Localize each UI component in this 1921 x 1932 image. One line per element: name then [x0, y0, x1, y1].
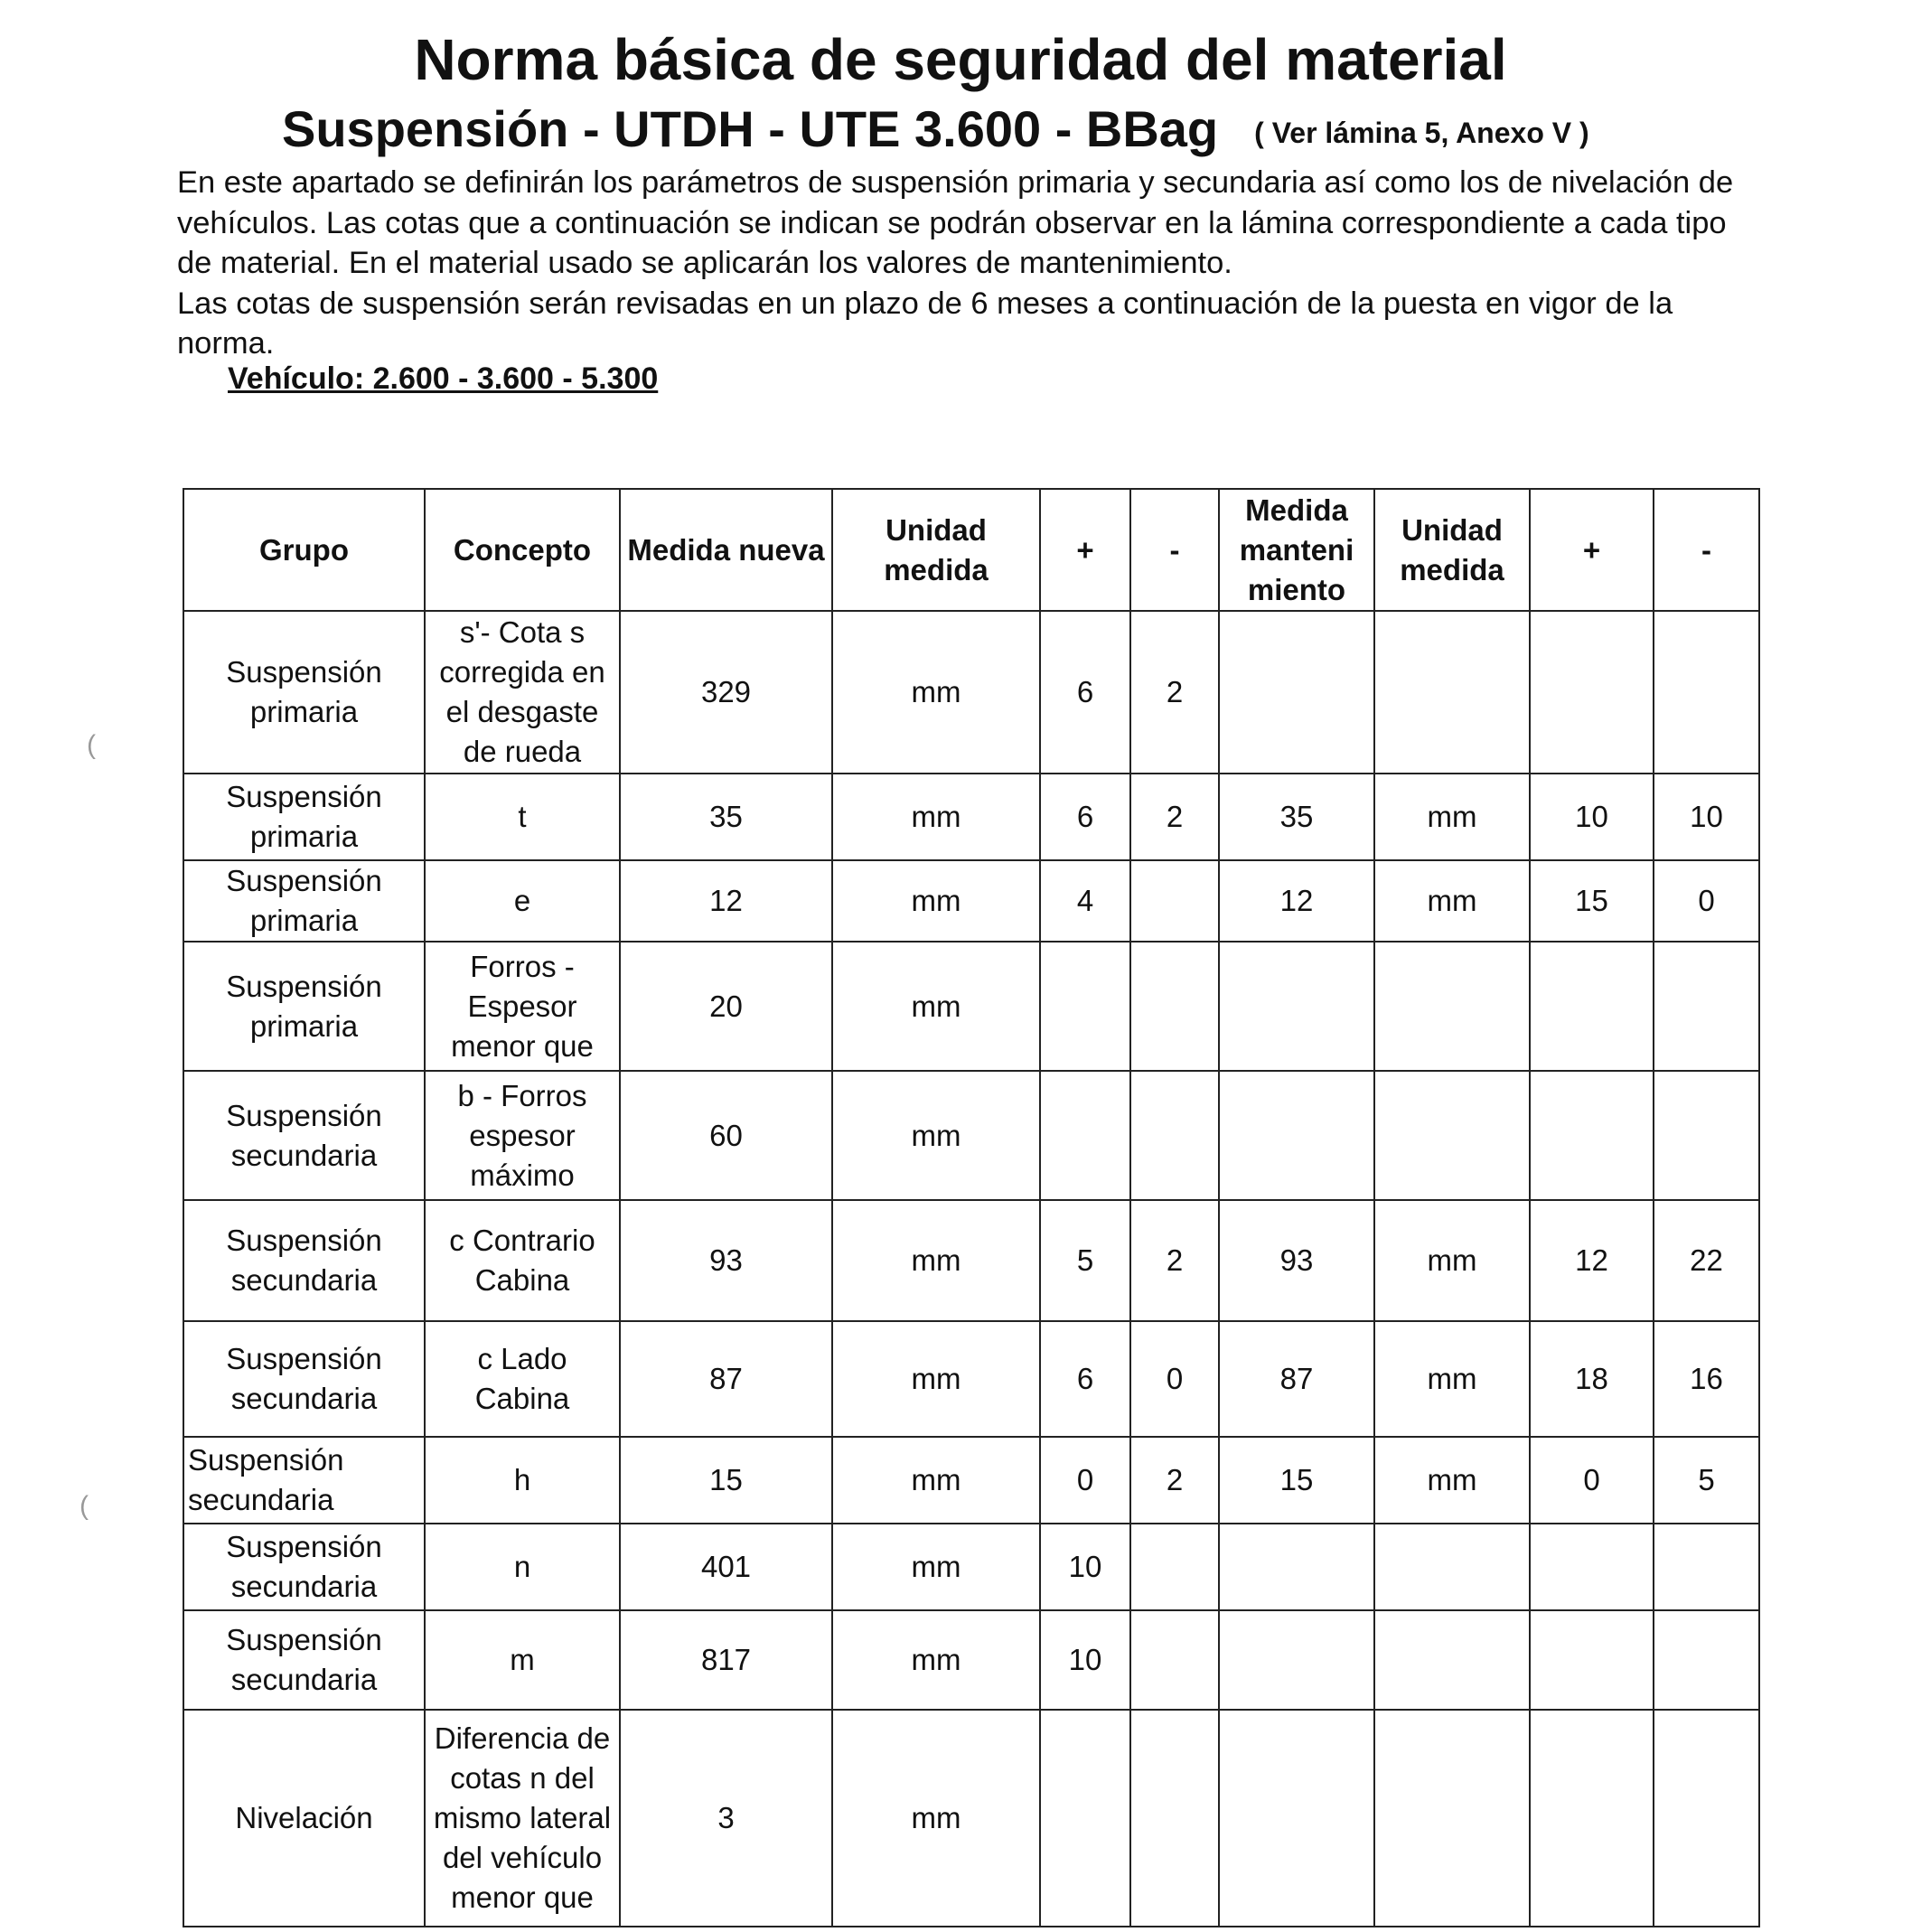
cell-medida-mant: 15	[1219, 1437, 1374, 1524]
cell-plus-mant	[1530, 1071, 1654, 1200]
document-title: Norma básica de seguridad del material	[414, 27, 1507, 92]
cell-unidad-mant	[1374, 1524, 1530, 1610]
cell-plus	[1040, 942, 1130, 1071]
header-medida-nueva: Medida nueva	[620, 489, 832, 611]
cell-grupo: Suspensión secundaria	[183, 1610, 425, 1710]
cell-grupo: Suspensión secundaria	[183, 1437, 425, 1524]
cell-minus: 2	[1130, 774, 1219, 860]
cell-concepto: s'- Cota s corregida en el desgaste de rueda	[425, 611, 620, 774]
cell-minus	[1130, 942, 1219, 1071]
cell-minus-mant: 10	[1654, 774, 1759, 860]
intro-paragraph-1: En este apartado se definirán los parámetros de suspensión primaria y secundaria así como los de nivelación de vehículos. Las cotas que a continuación se indican se podrán observar en la lámina correspondiente a cada tipo de material. En el material usado se aplicarán los valores de mantenimiento.	[177, 165, 1734, 280]
cell-grupo: Suspensión secundaria	[183, 1524, 425, 1610]
cell-plus: 5	[1040, 1200, 1130, 1321]
cell-medida-mant	[1219, 611, 1374, 774]
cell-concepto: Diferencia de cotas n del mismo lateral del vehículo menor que	[425, 1710, 620, 1927]
cell-medida-nueva: 3	[620, 1710, 832, 1927]
cell-unidad: mm	[832, 1437, 1040, 1524]
cell-plus: 6	[1040, 1321, 1130, 1437]
cell-unidad-mant: mm	[1374, 1437, 1530, 1524]
cell-medida-mant	[1219, 1524, 1374, 1610]
suspension-spec-table	[183, 488, 1760, 1927]
cell-minus-mant: 0	[1654, 860, 1759, 942]
cell-medida-nueva: 817	[620, 1610, 832, 1710]
cell-medida-nueva: 329	[620, 611, 832, 774]
cell-medida-nueva: 12	[620, 860, 832, 942]
table-row	[183, 1437, 1759, 1524]
cell-plus	[1040, 1710, 1130, 1927]
cell-grupo: Suspensión secundaria	[183, 1321, 425, 1437]
cell-minus-mant	[1654, 1610, 1759, 1710]
table-body	[183, 611, 1759, 1927]
cell-unidad: mm	[832, 1200, 1040, 1321]
header-minus-mant: -	[1654, 489, 1759, 611]
cell-medida-nueva: 93	[620, 1200, 832, 1321]
header-medida-mantenimiento: Medida manteni miento	[1219, 489, 1374, 611]
cell-minus-mant	[1654, 942, 1759, 1071]
cell-medida-mant	[1219, 1710, 1374, 1927]
cell-plus-mant	[1530, 1610, 1654, 1710]
header-unidad-medida: Unidad medida	[832, 489, 1040, 611]
cell-medida-mant: 35	[1219, 774, 1374, 860]
cell-concepto: c Lado Cabina	[425, 1321, 620, 1437]
table-row	[183, 1200, 1759, 1321]
cell-grupo: Suspensión secundaria	[183, 1200, 425, 1321]
header-concepto: Concepto	[425, 489, 620, 611]
cell-minus	[1130, 1610, 1219, 1710]
cell-unidad: mm	[832, 611, 1040, 774]
cell-unidad-mant: mm	[1374, 860, 1530, 942]
cell-minus-mant	[1654, 1710, 1759, 1927]
cell-concepto: e	[425, 860, 620, 942]
cell-unidad: mm	[832, 942, 1040, 1071]
table-header-row	[183, 489, 1759, 611]
cell-grupo: Suspensión primaria	[183, 611, 425, 774]
cell-minus-mant: 22	[1654, 1200, 1759, 1321]
table-row	[183, 1071, 1759, 1200]
cell-minus	[1130, 1524, 1219, 1610]
header-plus: +	[1040, 489, 1130, 611]
cell-minus: 2	[1130, 1437, 1219, 1524]
cell-medida-nueva: 401	[620, 1524, 832, 1610]
cell-concepto: h	[425, 1437, 620, 1524]
table-row	[183, 860, 1759, 942]
cell-medida-nueva: 60	[620, 1071, 832, 1200]
cell-unidad: mm	[832, 1610, 1040, 1710]
cell-plus: 0	[1040, 1437, 1130, 1524]
cell-plus: 4	[1040, 860, 1130, 942]
cell-medida-nueva: 35	[620, 774, 832, 860]
cell-unidad-mant	[1374, 1071, 1530, 1200]
cell-plus-mant	[1530, 942, 1654, 1071]
cell-grupo: Suspensión primaria	[183, 860, 425, 942]
intro-paragraph-2: Las cotas de suspensión serán revisadas en un plazo de 6 meses a continuación de la puesta en vigor de la norma.	[177, 286, 1673, 361]
cell-minus-mant	[1654, 1071, 1759, 1200]
cell-concepto: b - Forros espesor máximo	[425, 1071, 620, 1200]
margin-mark: (	[80, 1491, 89, 1521]
cell-minus: 2	[1130, 1200, 1219, 1321]
cell-plus-mant	[1530, 1524, 1654, 1610]
cell-grupo: Suspensión primaria	[183, 774, 425, 860]
cell-unidad: mm	[832, 1710, 1040, 1927]
cell-plus-mant	[1530, 1710, 1654, 1927]
cell-unidad-mant	[1374, 611, 1530, 774]
table-row	[183, 942, 1759, 1071]
subtitle-main: Suspensión - UTDH - UTE 3.600 - BBag	[282, 100, 1219, 157]
cell-medida-mant	[1219, 1071, 1374, 1200]
header-minus: -	[1130, 489, 1219, 611]
cell-grupo: Nivelación	[183, 1710, 425, 1927]
table-row	[183, 1321, 1759, 1437]
cell-minus: 2	[1130, 611, 1219, 774]
cell-minus: 0	[1130, 1321, 1219, 1437]
header-grupo: Grupo	[183, 489, 425, 611]
cell-medida-nueva: 87	[620, 1321, 832, 1437]
cell-minus	[1130, 1071, 1219, 1200]
cell-minus-mant: 16	[1654, 1321, 1759, 1437]
subtitle-reference: ( Ver lámina 5, Anexo V )	[1254, 117, 1589, 149]
cell-plus-mant: 15	[1530, 860, 1654, 942]
cell-plus-mant: 10	[1530, 774, 1654, 860]
cell-concepto: n	[425, 1524, 620, 1610]
cell-unidad-mant: mm	[1374, 774, 1530, 860]
cell-medida-nueva: 15	[620, 1437, 832, 1524]
table-row	[183, 1524, 1759, 1610]
table-row	[183, 774, 1759, 860]
cell-plus: 6	[1040, 774, 1130, 860]
cell-concepto: Forros - Espesor menor que	[425, 942, 620, 1071]
cell-grupo: Suspensión secundaria	[183, 1071, 425, 1200]
cell-unidad: mm	[832, 860, 1040, 942]
cell-plus-mant: 0	[1530, 1437, 1654, 1524]
cell-unidad-mant	[1374, 1710, 1530, 1927]
cell-grupo: Suspensión primaria	[183, 942, 425, 1071]
cell-plus-mant: 12	[1530, 1200, 1654, 1321]
cell-unidad-mant: mm	[1374, 1321, 1530, 1437]
cell-concepto: t	[425, 774, 620, 860]
cell-plus: 6	[1040, 611, 1130, 774]
table-row	[183, 1710, 1759, 1927]
cell-unidad: mm	[832, 1524, 1040, 1610]
cell-plus-mant: 18	[1530, 1321, 1654, 1437]
cell-plus-mant	[1530, 611, 1654, 774]
cell-medida-mant	[1219, 1610, 1374, 1710]
intro-text	[177, 163, 1767, 364]
cell-minus	[1130, 860, 1219, 942]
cell-medida-mant: 12	[1219, 860, 1374, 942]
cell-minus-mant	[1654, 611, 1759, 774]
cell-concepto: m	[425, 1610, 620, 1710]
cell-plus	[1040, 1071, 1130, 1200]
table-row	[183, 1610, 1759, 1710]
cell-unidad-mant	[1374, 942, 1530, 1071]
cell-minus-mant	[1654, 1524, 1759, 1610]
cell-medida-mant: 93	[1219, 1200, 1374, 1321]
cell-unidad-mant: mm	[1374, 1200, 1530, 1321]
cell-plus: 10	[1040, 1610, 1130, 1710]
cell-unidad: mm	[832, 774, 1040, 860]
cell-concepto: c Contrario Cabina	[425, 1200, 620, 1321]
cell-unidad: mm	[832, 1321, 1040, 1437]
cell-medida-mant	[1219, 942, 1374, 1071]
cell-medida-mant: 87	[1219, 1321, 1374, 1437]
document-subtitle	[282, 99, 1589, 163]
cell-unidad-mant	[1374, 1610, 1530, 1710]
cell-medida-nueva: 20	[620, 942, 832, 1071]
margin-mark: (	[87, 730, 96, 760]
cell-unidad: mm	[832, 1071, 1040, 1200]
vehicle-label: Vehículo: 2.600 - 3.600 - 5.300	[228, 361, 659, 396]
header-plus-mant: +	[1530, 489, 1654, 611]
table-row	[183, 611, 1759, 774]
cell-plus: 10	[1040, 1524, 1130, 1610]
header-unidad-medida-mant: Unidad medida	[1374, 489, 1530, 611]
cell-minus-mant: 5	[1654, 1437, 1759, 1524]
cell-minus	[1130, 1710, 1219, 1927]
